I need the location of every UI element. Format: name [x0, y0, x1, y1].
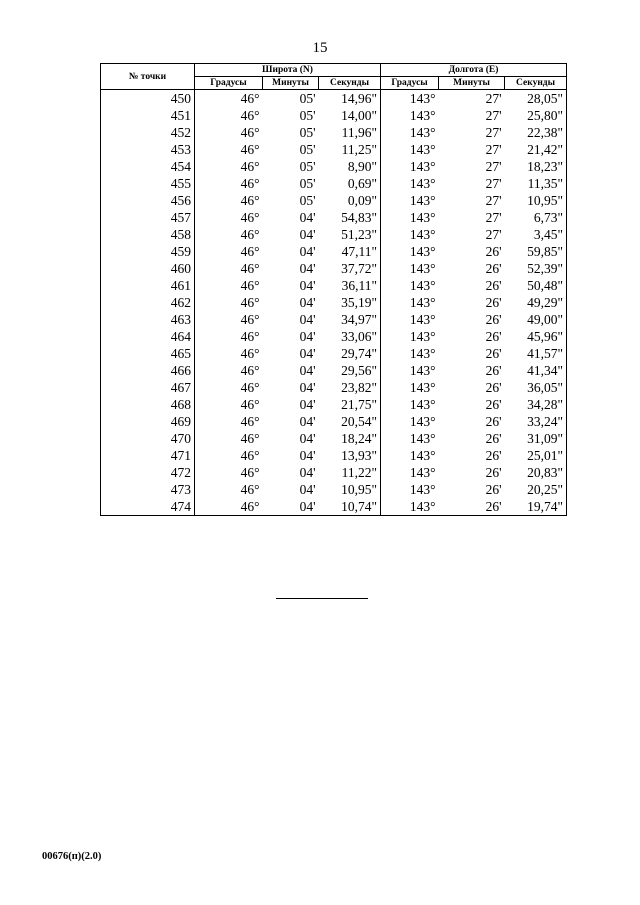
- lat-minutes-cell: 04': [299, 261, 316, 276]
- table-row: [101, 464, 567, 481]
- lon-minutes-cell: 27': [485, 210, 502, 225]
- lon-degrees-cell: 143°: [381, 158, 439, 175]
- lon-degrees-cell: 143°: [381, 481, 439, 498]
- lat-minutes-cell: 04': [263, 498, 319, 516]
- page-number: 15: [312, 40, 328, 56]
- subheader-lon-seconds: Секунды: [505, 77, 567, 90]
- lat-minutes-cell: 04': [299, 312, 316, 327]
- lat-degrees-cell: 46°: [195, 124, 263, 141]
- lat-minutes-cell: 05': [299, 193, 316, 208]
- subheader-lon-minutes: Минуты: [439, 77, 505, 90]
- lon-minutes-cell: 27': [485, 108, 502, 123]
- lat-degrees-cell: 46°: [195, 192, 263, 209]
- lat-seconds-cell: 18,24": [319, 430, 381, 447]
- lon-minutes-cell: 27': [485, 91, 502, 106]
- lon-seconds-cell: 21,42": [505, 141, 567, 158]
- lat-degrees-cell: 46°: [195, 328, 263, 345]
- point-number-cell: 455: [101, 175, 195, 192]
- point-number-cell: 453: [101, 141, 195, 158]
- lon-degrees-cell: 143°: [381, 328, 439, 345]
- lon-seconds-cell: 59,85": [505, 243, 567, 260]
- lat-minutes-cell: 05': [299, 91, 316, 106]
- lon-minutes-cell: 27': [485, 142, 502, 157]
- lat-seconds-cell: 51,23": [319, 226, 381, 243]
- point-number-cell: 454: [101, 158, 195, 175]
- lon-seconds-cell: 3,45": [505, 226, 567, 243]
- lat-degrees-cell: 46°: [195, 481, 263, 498]
- lon-degrees-cell: 143°: [381, 226, 439, 243]
- lat-minutes-cell: 04': [299, 380, 316, 395]
- lat-degrees-cell: 46°: [195, 379, 263, 396]
- lat-minutes-cell: 05': [299, 108, 316, 123]
- lon-degrees-cell: 143°: [381, 277, 439, 294]
- table-body: [101, 90, 567, 516]
- lat-seconds-cell: 0,69": [319, 175, 381, 192]
- signature-line: [276, 598, 368, 599]
- lon-seconds-cell: 52,39": [505, 260, 567, 277]
- lat-seconds-cell: 11,96": [319, 124, 381, 141]
- lon-degrees-cell: 143°: [381, 192, 439, 209]
- point-number-cell: 460: [101, 260, 195, 277]
- table-row: [101, 124, 567, 141]
- lat-degrees-cell: 46°: [195, 464, 263, 481]
- lon-minutes-cell: 26': [485, 261, 502, 276]
- point-number-cell: 459: [101, 243, 195, 260]
- lat-seconds-cell: 29,56": [319, 362, 381, 379]
- lon-degrees-cell: 143°: [381, 124, 439, 141]
- lon-seconds-cell: 49,29": [505, 294, 567, 311]
- lat-minutes-cell: 05': [299, 142, 316, 157]
- lat-degrees-cell: 46°: [195, 107, 263, 124]
- lat-degrees-cell: 46°: [195, 430, 263, 447]
- lat-degrees-cell: 46°: [195, 158, 263, 175]
- subheader-lon-degrees: Градусы: [381, 77, 439, 90]
- lon-degrees-cell: 143°: [381, 430, 439, 447]
- header-latitude: Широта (N): [195, 64, 381, 77]
- subheader-lat-seconds: Секунды: [319, 77, 381, 90]
- point-number-cell: 451: [101, 107, 195, 124]
- lat-minutes-cell: 04': [299, 278, 316, 293]
- table-row: [101, 481, 567, 498]
- point-number-cell: 473: [101, 481, 195, 498]
- lat-degrees-cell: 46°: [195, 447, 263, 464]
- point-number-cell: 466: [101, 362, 195, 379]
- point-number-cell: 463: [101, 311, 195, 328]
- subheader-lat-minutes: Минуты: [263, 77, 319, 90]
- lon-minutes-cell: 27': [485, 227, 502, 242]
- lat-degrees-cell: 46°: [195, 226, 263, 243]
- lon-minutes-cell: 26': [485, 278, 502, 293]
- lat-seconds-cell: 34,97": [319, 311, 381, 328]
- lon-minutes-cell: 26': [485, 431, 502, 446]
- table-row: [101, 209, 567, 226]
- lon-seconds-cell: 36,05": [505, 379, 567, 396]
- lat-seconds-cell: 10,95": [319, 481, 381, 498]
- lon-seconds-cell: 20,83": [505, 464, 567, 481]
- lon-seconds-cell: 33,24": [505, 413, 567, 430]
- table-row: [101, 498, 567, 516]
- lon-minutes-cell: 26': [485, 380, 502, 395]
- lon-degrees-cell: 143°: [381, 345, 439, 362]
- lat-minutes-cell: 04': [299, 329, 316, 344]
- point-number-cell: 471: [101, 447, 195, 464]
- lat-seconds-cell: 47,11": [319, 243, 381, 260]
- header-point-number: № точки: [101, 64, 195, 90]
- document-code: 00676(п)(2.0): [42, 851, 102, 862]
- lon-seconds-cell: 49,00": [505, 311, 567, 328]
- lon-seconds-cell: 11,35": [505, 175, 567, 192]
- lat-seconds-cell: 11,22": [319, 464, 381, 481]
- lon-minutes-cell: 27': [485, 159, 502, 174]
- lon-degrees-cell: 143°: [381, 260, 439, 277]
- lon-degrees-cell: 143°: [381, 464, 439, 481]
- lat-degrees-cell: 46°: [195, 175, 263, 192]
- point-number-cell: 465: [101, 345, 195, 362]
- lon-minutes-cell: 26': [485, 448, 502, 463]
- lon-minutes-cell: 26': [485, 363, 502, 378]
- lat-minutes-cell: 04': [299, 482, 316, 497]
- point-number-cell: 468: [101, 396, 195, 413]
- point-number-cell: 456: [101, 192, 195, 209]
- table-row: [101, 243, 567, 260]
- table-row: [101, 311, 567, 328]
- lat-seconds-cell: 23,82": [319, 379, 381, 396]
- lon-seconds-cell: 45,96": [505, 328, 567, 345]
- lon-minutes-cell: 27': [485, 193, 502, 208]
- lat-minutes-cell: 04': [299, 397, 316, 412]
- lat-degrees-cell: 46°: [195, 362, 263, 379]
- lat-seconds-cell: 0,09": [319, 192, 381, 209]
- coordinates-table: [100, 63, 567, 516]
- lon-minutes-cell: 26': [485, 244, 502, 259]
- lon-minutes-cell: 26': [485, 482, 502, 497]
- lat-minutes-cell: 04': [299, 227, 316, 242]
- lon-seconds-cell: 50,48": [505, 277, 567, 294]
- point-number-cell: 472: [101, 464, 195, 481]
- lon-seconds-cell: 41,57": [505, 345, 567, 362]
- lon-minutes-cell: 26': [439, 498, 505, 516]
- lat-degrees-cell: 46°: [195, 294, 263, 311]
- table-row: [101, 362, 567, 379]
- point-number-cell: 467: [101, 379, 195, 396]
- table-row: [101, 328, 567, 345]
- table-row: [101, 158, 567, 175]
- table-row: [101, 277, 567, 294]
- lat-minutes-cell: 04': [299, 431, 316, 446]
- point-number-cell: 461: [101, 277, 195, 294]
- lon-degrees-cell: 143°: [381, 447, 439, 464]
- lat-seconds-cell: 37,72": [319, 260, 381, 277]
- lon-seconds-cell: 25,01": [505, 447, 567, 464]
- point-number-cell: 462: [101, 294, 195, 311]
- table-row: [101, 379, 567, 396]
- lon-minutes-cell: 27': [485, 176, 502, 191]
- lat-minutes-cell: 04': [299, 363, 316, 378]
- lon-seconds-cell: 31,09": [505, 430, 567, 447]
- point-number-cell: 458: [101, 226, 195, 243]
- table-row: [101, 294, 567, 311]
- lat-seconds-cell: 35,19": [319, 294, 381, 311]
- lat-degrees-cell: 46°: [195, 90, 263, 108]
- lat-seconds-cell: 14,96": [319, 90, 381, 108]
- lon-degrees-cell: 143°: [381, 413, 439, 430]
- lat-seconds-cell: 11,25": [319, 141, 381, 158]
- table-row: [101, 396, 567, 413]
- lon-seconds-cell: 28,05": [505, 90, 567, 108]
- lon-degrees-cell: 143°: [381, 396, 439, 413]
- lat-seconds-cell: 33,06": [319, 328, 381, 345]
- lon-minutes-cell: 26': [485, 312, 502, 327]
- lon-seconds-cell: 22,38": [505, 124, 567, 141]
- point-number-cell: 469: [101, 413, 195, 430]
- lon-minutes-cell: 26': [485, 329, 502, 344]
- table-row: [101, 430, 567, 447]
- lat-degrees-cell: 46°: [195, 243, 263, 260]
- lat-seconds-cell: 8,90": [319, 158, 381, 175]
- table-row: [101, 192, 567, 209]
- table-row: [101, 226, 567, 243]
- lon-degrees-cell: 143°: [381, 90, 439, 108]
- lat-seconds-cell: 14,00": [319, 107, 381, 124]
- lon-seconds-cell: 10,95": [505, 192, 567, 209]
- lat-seconds-cell: 13,93": [319, 447, 381, 464]
- point-number-cell: 464: [101, 328, 195, 345]
- lat-degrees-cell: 46°: [195, 396, 263, 413]
- header-longitude: Долгота (E): [381, 64, 567, 77]
- lat-degrees-cell: 46°: [195, 141, 263, 158]
- lon-degrees-cell: 143°: [381, 243, 439, 260]
- lat-seconds-cell: 29,74": [319, 345, 381, 362]
- table-row: [101, 90, 567, 108]
- point-number-cell: 474: [101, 498, 195, 516]
- point-number-cell: 450: [101, 90, 195, 108]
- lon-degrees-cell: 143°: [381, 209, 439, 226]
- table-header-row: [101, 64, 567, 77]
- lon-minutes-cell: 26': [485, 465, 502, 480]
- lon-seconds-cell: 41,34": [505, 362, 567, 379]
- table-row: [101, 107, 567, 124]
- point-number-cell: 452: [101, 124, 195, 141]
- lat-degrees-cell: 46°: [195, 260, 263, 277]
- table-row: [101, 141, 567, 158]
- lon-minutes-cell: 26': [485, 397, 502, 412]
- table-row: [101, 260, 567, 277]
- lon-degrees-cell: 143°: [381, 362, 439, 379]
- lon-seconds-cell: 6,73": [505, 209, 567, 226]
- lon-minutes-cell: 26': [485, 414, 502, 429]
- lon-degrees-cell: 143°: [381, 107, 439, 124]
- subheader-lat-degrees: Градусы: [195, 77, 263, 90]
- lat-minutes-cell: 05': [299, 125, 316, 140]
- lon-degrees-cell: 143°: [381, 379, 439, 396]
- lat-seconds-cell: 54,83": [319, 209, 381, 226]
- lon-seconds-cell: 19,74": [505, 498, 567, 516]
- lon-degrees-cell: 143°: [381, 311, 439, 328]
- lat-seconds-cell: 20,54": [319, 413, 381, 430]
- lat-minutes-cell: 04': [299, 414, 316, 429]
- lon-degrees-cell: 143°: [381, 175, 439, 192]
- lat-degrees-cell: 46°: [195, 413, 263, 430]
- lon-minutes-cell: 26': [485, 295, 502, 310]
- lat-degrees-cell: 46°: [195, 311, 263, 328]
- lat-minutes-cell: 04': [299, 465, 316, 480]
- lon-seconds-cell: 20,25": [505, 481, 567, 498]
- lat-minutes-cell: 05': [299, 159, 316, 174]
- lon-minutes-cell: 26': [485, 346, 502, 361]
- lat-seconds-cell: 21,75": [319, 396, 381, 413]
- point-number-cell: 470: [101, 430, 195, 447]
- lon-degrees-cell: 143°: [381, 294, 439, 311]
- table-row: [101, 413, 567, 430]
- lat-degrees-cell: 46°: [195, 277, 263, 294]
- lat-minutes-cell: 04': [299, 448, 316, 463]
- point-number-cell: 457: [101, 209, 195, 226]
- lat-minutes-cell: 04': [299, 210, 316, 225]
- lat-seconds-cell: 36,11": [319, 277, 381, 294]
- lat-minutes-cell: 04': [299, 346, 316, 361]
- lat-degrees-cell: 46°: [195, 209, 263, 226]
- lat-degrees-cell: 46°: [195, 345, 263, 362]
- table-row: [101, 345, 567, 362]
- lon-minutes-cell: 27': [485, 125, 502, 140]
- table-row: [101, 175, 567, 192]
- lon-seconds-cell: 34,28": [505, 396, 567, 413]
- lon-degrees-cell: 143°: [381, 498, 439, 516]
- lat-minutes-cell: 04': [299, 295, 316, 310]
- lat-minutes-cell: 05': [299, 176, 316, 191]
- table-row: [101, 447, 567, 464]
- lon-degrees-cell: 143°: [381, 141, 439, 158]
- lon-seconds-cell: 25,80": [505, 107, 567, 124]
- lat-minutes-cell: 04': [299, 244, 316, 259]
- lat-degrees-cell: 46°: [195, 498, 263, 516]
- lon-seconds-cell: 18,23": [505, 158, 567, 175]
- lat-seconds-cell: 10,74": [319, 498, 381, 516]
